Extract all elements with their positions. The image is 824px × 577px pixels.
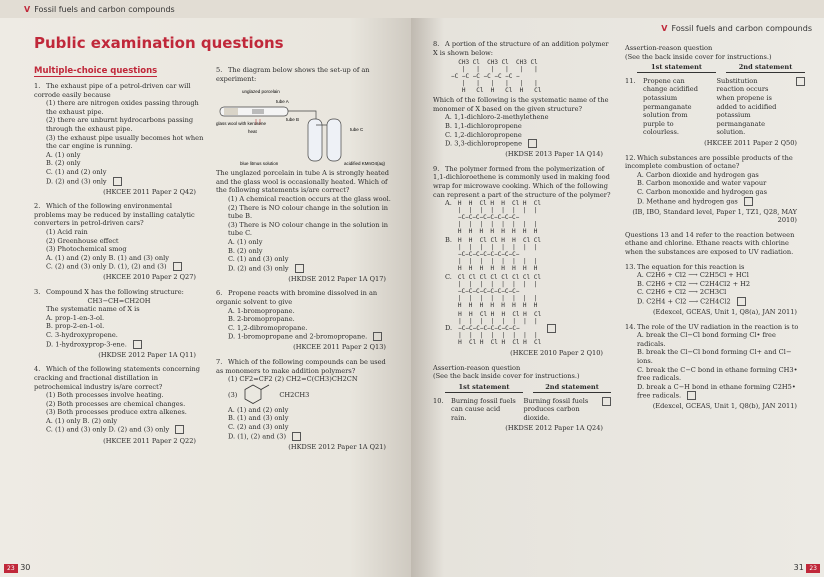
answer-checkbox[interactable] [547, 324, 556, 333]
tube-c [327, 119, 341, 161]
label-tube-a: tube A [276, 99, 289, 105]
question-13: 13. The equation for this reaction is A. C2H6 + Cl2 ⟶ C2H5Cl + HCl B. C2H6 + Cl2 ⟶ C2H4Cl2 + H2 C. C2H6 + Cl2 ⟶ 2CH3Cl D. C2H4 + Cl2 ⟶ C2H4Cl2 (Edexcel, GCEAS, Unit 1, Q8(a), JAN 2011) [625, 262, 797, 317]
label-tube-c: tube C [350, 127, 364, 133]
answer-checkbox[interactable] [796, 77, 805, 86]
right-column-1 [433, 40, 611, 439]
label-litmus: blue litmus solution [240, 161, 279, 167]
left-page [0, 0, 411, 577]
label-porcelain: unglazed porcelain [242, 89, 280, 95]
assertion-reason-note: (See the back inside cover for instructions.) [433, 372, 580, 381]
benzene-ring-icon [243, 384, 273, 406]
answer-checkbox[interactable] [737, 297, 746, 306]
answer-checkbox[interactable] [133, 340, 142, 349]
question-4: 4. Which of the following statements concerning cracking and fractional distillation in petrochemical industry is/are correct? (1) Both processes involve heating. (2) Both processes are chemical changes. (3) Both processes produce extra alkenes. A. (1) only B. (2) only C. (1) and (3) only D. (2) and (3) only (HKCEE 2011 Paper 2 Q22) [34, 365, 201, 445]
structure-option-c: Cl Cl Cl Cl Cl Cl Cl Cl | | | | | | | | −C−C−C−C−C−C−C−C− | | | | | | | | H H H H H H H H [457, 274, 541, 310]
question-6: 6. Propene reacts with bromine dissolved in an organic solvent to give A. 1-bromopropane. B. 2-bromopropane. C. 1,2-dibromopropane. D. 1-bromopropane and 2-bromopropane. (HKCEE 2011 Paper 2 Q13) [216, 289, 386, 352]
right-running-header [661, 24, 812, 33]
label-tube-b: tube B [286, 117, 300, 123]
structure-option-b: H H Cl Cl H H Cl Cl | | | | | | | | −C−C−C−C−C−C−C−C− | | | | | | | | H H H H H H H H [457, 237, 542, 273]
chapter-number: V [661, 24, 668, 33]
question-10: 1st statement 2nd statement 10. Burning fossil fuels can cause acid rain. Burning fossil fuels produces carbon dioxide. (HKDSE 2012 Paper 1A Q24) [433, 383, 611, 433]
assertion-reason-note-2: (See the back inside cover for instructions.) [625, 52, 772, 61]
question-2: 2. Which of the following environmental problems may be reduced by installing catalytic converters in petrol-driven cars? (1) Acid rain (2) Greenhouse effect (3) Photochemical smog A. (1) and (2) only B. (1) and (3) only C. (2) and (3) only D. (1), (2) and (3) (HKCEE 2010 Paper 2 Q27) [34, 202, 196, 282]
answer-checkbox[interactable] [175, 425, 184, 434]
left-column-1 [34, 82, 204, 451]
answer-checkbox[interactable] [687, 391, 696, 400]
label-heat: heat [248, 129, 257, 135]
label-kmno4: acidified KMnO4(aq) [344, 161, 386, 167]
question-7: 7. Which of the following compounds can be used as monomers to make addition polymers? (1) CF2=CF2 (2) CH2=C(CH3)CH2CN (3) CH2CH3 A. (1) and (2) only B. (1) and (3) only C. (2) and (3) only D. (1), (2) and (3) (HKDSE 2012 Paper 1A Q21) [216, 358, 386, 451]
answer-checkbox[interactable] [373, 332, 382, 341]
answer-checkbox[interactable] [292, 432, 301, 441]
question-14: 14. The role of the UV radiation in the reaction is to A. break the Cl−Cl bond forming Cl• free radicals. B. break the Cl−Cl bond forming Cl+ and Cl− ions. C. break the C−C bond in ethane forming CH3• free radicals. D. break a C−H bond in ethane forming C2H5• free radicals. (Edexcel, GCEAS, Unit 1, Q8(b), JAN 2011) [625, 322, 799, 411]
apparatus-diagram [216, 85, 394, 167]
question-11: 1st statement 2nd statement 11. Propene can change acidified potassium permanganate solution from purple to colourless. Substitution reaction occurs when propene is added to acidified potassium permanganate solution. (HKCEE 2011 Paper 2 Q50) [625, 63, 805, 147]
left-page-number: 23 30 [4, 563, 30, 573]
assertion-reason-heading: Assertion-reason question [433, 363, 521, 372]
right-header-bar [411, 0, 824, 18]
question-9: 9. The polymer formed from the polymerization of 1,1-dichloroethene is commonly used in making food wrap for microwave cooking. Which of the following can represent a part of the structure of the polymer? A. H H Cl H H Cl H Cl | | | | | | | | −C−C−C−C−C−C−C−C− | | | | | | | | H H H H H H H H B. H H Cl Cl H H Cl Cl | | | | | | | | −C−C−C−C−C−C−C−C− | | | | | | | | H H H H H H H H C. Cl Cl Cl Cl Cl Cl Cl Cl | | | | | | | | −C−C−C−C−C−C−C−C− | | | | | | | | H H H H H H H H D. H H Cl H H Cl H Cl | | | | | | | | −C−C−C−C−C−C−C−C− | | | | | | | | H Cl H Cl H Cl H Cl (HKCEE 2010 Paper 2 Q10) [433, 164, 611, 358]
left-running-header [24, 5, 175, 14]
answer-checkbox[interactable] [528, 139, 537, 148]
structure-option-a: H H Cl H H Cl H Cl | | | | | | | | −C−C−C−C−C−C−C−C− | | | | | | | | H H H H H H H H [457, 200, 541, 236]
question-5: 5. The diagram below shows the set-up of an experiment: unglazed porcelain glass wool with kerosene heat tube A tube B tube C blue litmus solution acidified KMnO4(aq) The unglazed porcelain in tube A is strongly heated and the glass wool is occasionally heated. Which of the following statements is/are correct? (1) A chemical reaction occurs at the glass wool. (2) There is NO colour change in the solution in tube B. (3) There is NO colour change in the solution in tube C. A. (1) only B. (2) only C. (1) and (3) only D. (2) and (3) only (HKDSE 2012 Paper 1A Q17) [216, 66, 394, 283]
question-12: 12. Which substances are possible products of the incomplete combustion of octane? A. Carbon dioxide and hydrogen gas B. Carbon monoxide and water vapour C. Carbon monoxide and hydrogen gas D. Methane and hydrogen gas (IB, IBO, Standard level, Paper 1, TZ1, Q28, MAY 2010) [625, 153, 797, 225]
chapter-number: V [24, 5, 31, 14]
right-page-number: 31 23 [794, 563, 820, 573]
right-column-2 [625, 44, 805, 417]
answer-checkbox[interactable] [295, 264, 304, 273]
porcelain [252, 109, 264, 114]
assertion-reason-heading-2: Assertion-reason question [625, 44, 713, 52]
question-3: 3. Compound X has the following structure: CH3−CH=CH2OH The systematic name of X is A. prop-1-en-3-ol. B. prop-2-en-1-ol. C. 3-hydroxypropene. D. 1-hydroxyprop-3-ene. (HKDSE 2012 Paper 1A Q11) [34, 288, 196, 359]
questions-13-14-intro: Questions 13 and 14 refer to the reaction between ethane and chlorine. Ethane reacts with chlorine when the substances are exposed to UV radiation. [625, 230, 795, 256]
section-title: Multiple-choice questions [34, 66, 158, 76]
polymer-structure: CH3 Cl CH3 Cl CH3 Cl | | | | | | −C −C −C −C −C −C − | | | | | | H Cl H Cl H Cl [451, 59, 542, 95]
chapter-title: Fossil fuels and carbon compounds [34, 5, 175, 14]
left-column-2 [216, 66, 394, 457]
answer-checkbox[interactable] [602, 397, 611, 406]
structure-option-d: H H Cl H H Cl H Cl | | | | | | | | −C−C−C−C−C−C−C−C− | | | | | | | | H Cl H Cl H Cl H Cl [458, 311, 542, 347]
page-title: Public examination questions [34, 34, 284, 52]
label-glass-wool: glass wool with kerosene [216, 121, 267, 127]
chapter-title: Fossil fuels and carbon compounds [671, 24, 812, 33]
answer-checkbox[interactable] [173, 262, 182, 271]
right-page [411, 0, 824, 577]
answer-checkbox[interactable] [113, 177, 122, 186]
glass-wool [224, 108, 238, 115]
answer-checkbox[interactable] [744, 197, 753, 206]
question-1: 1. The exhaust pipe of a petrol-driven car will corrode easily because (1) there are nitrogen oxides passing through the exhaust pipe. (2) there are unburnt hydrocarbons passing through the exhaust pipe. (3) the exhaust pipe usually becomes hot when the car engine is running. A. (1) only B. (2) only C. (1) and (2) only D. (2) and (3) only (HKCEE 2011 Paper 2 Q42) [34, 82, 204, 196]
question-8: 8. A portion of the structure of an addition polymer X is shown below: CH3 Cl CH3 Cl CH3 Cl | | | | | | −C −C −C −C −C −C − | | | | | | H Cl H Cl H Cl Which of the following is the systematic name of the monomer of X based on the given structure? A. 1,1-dichloro-2-methylethene B. 1,1-dichloropropene C. 1,2-dichloropropene D. 3,3-dichloropropene (HKDSE 2013 Paper 1A Q14) [433, 40, 611, 159]
